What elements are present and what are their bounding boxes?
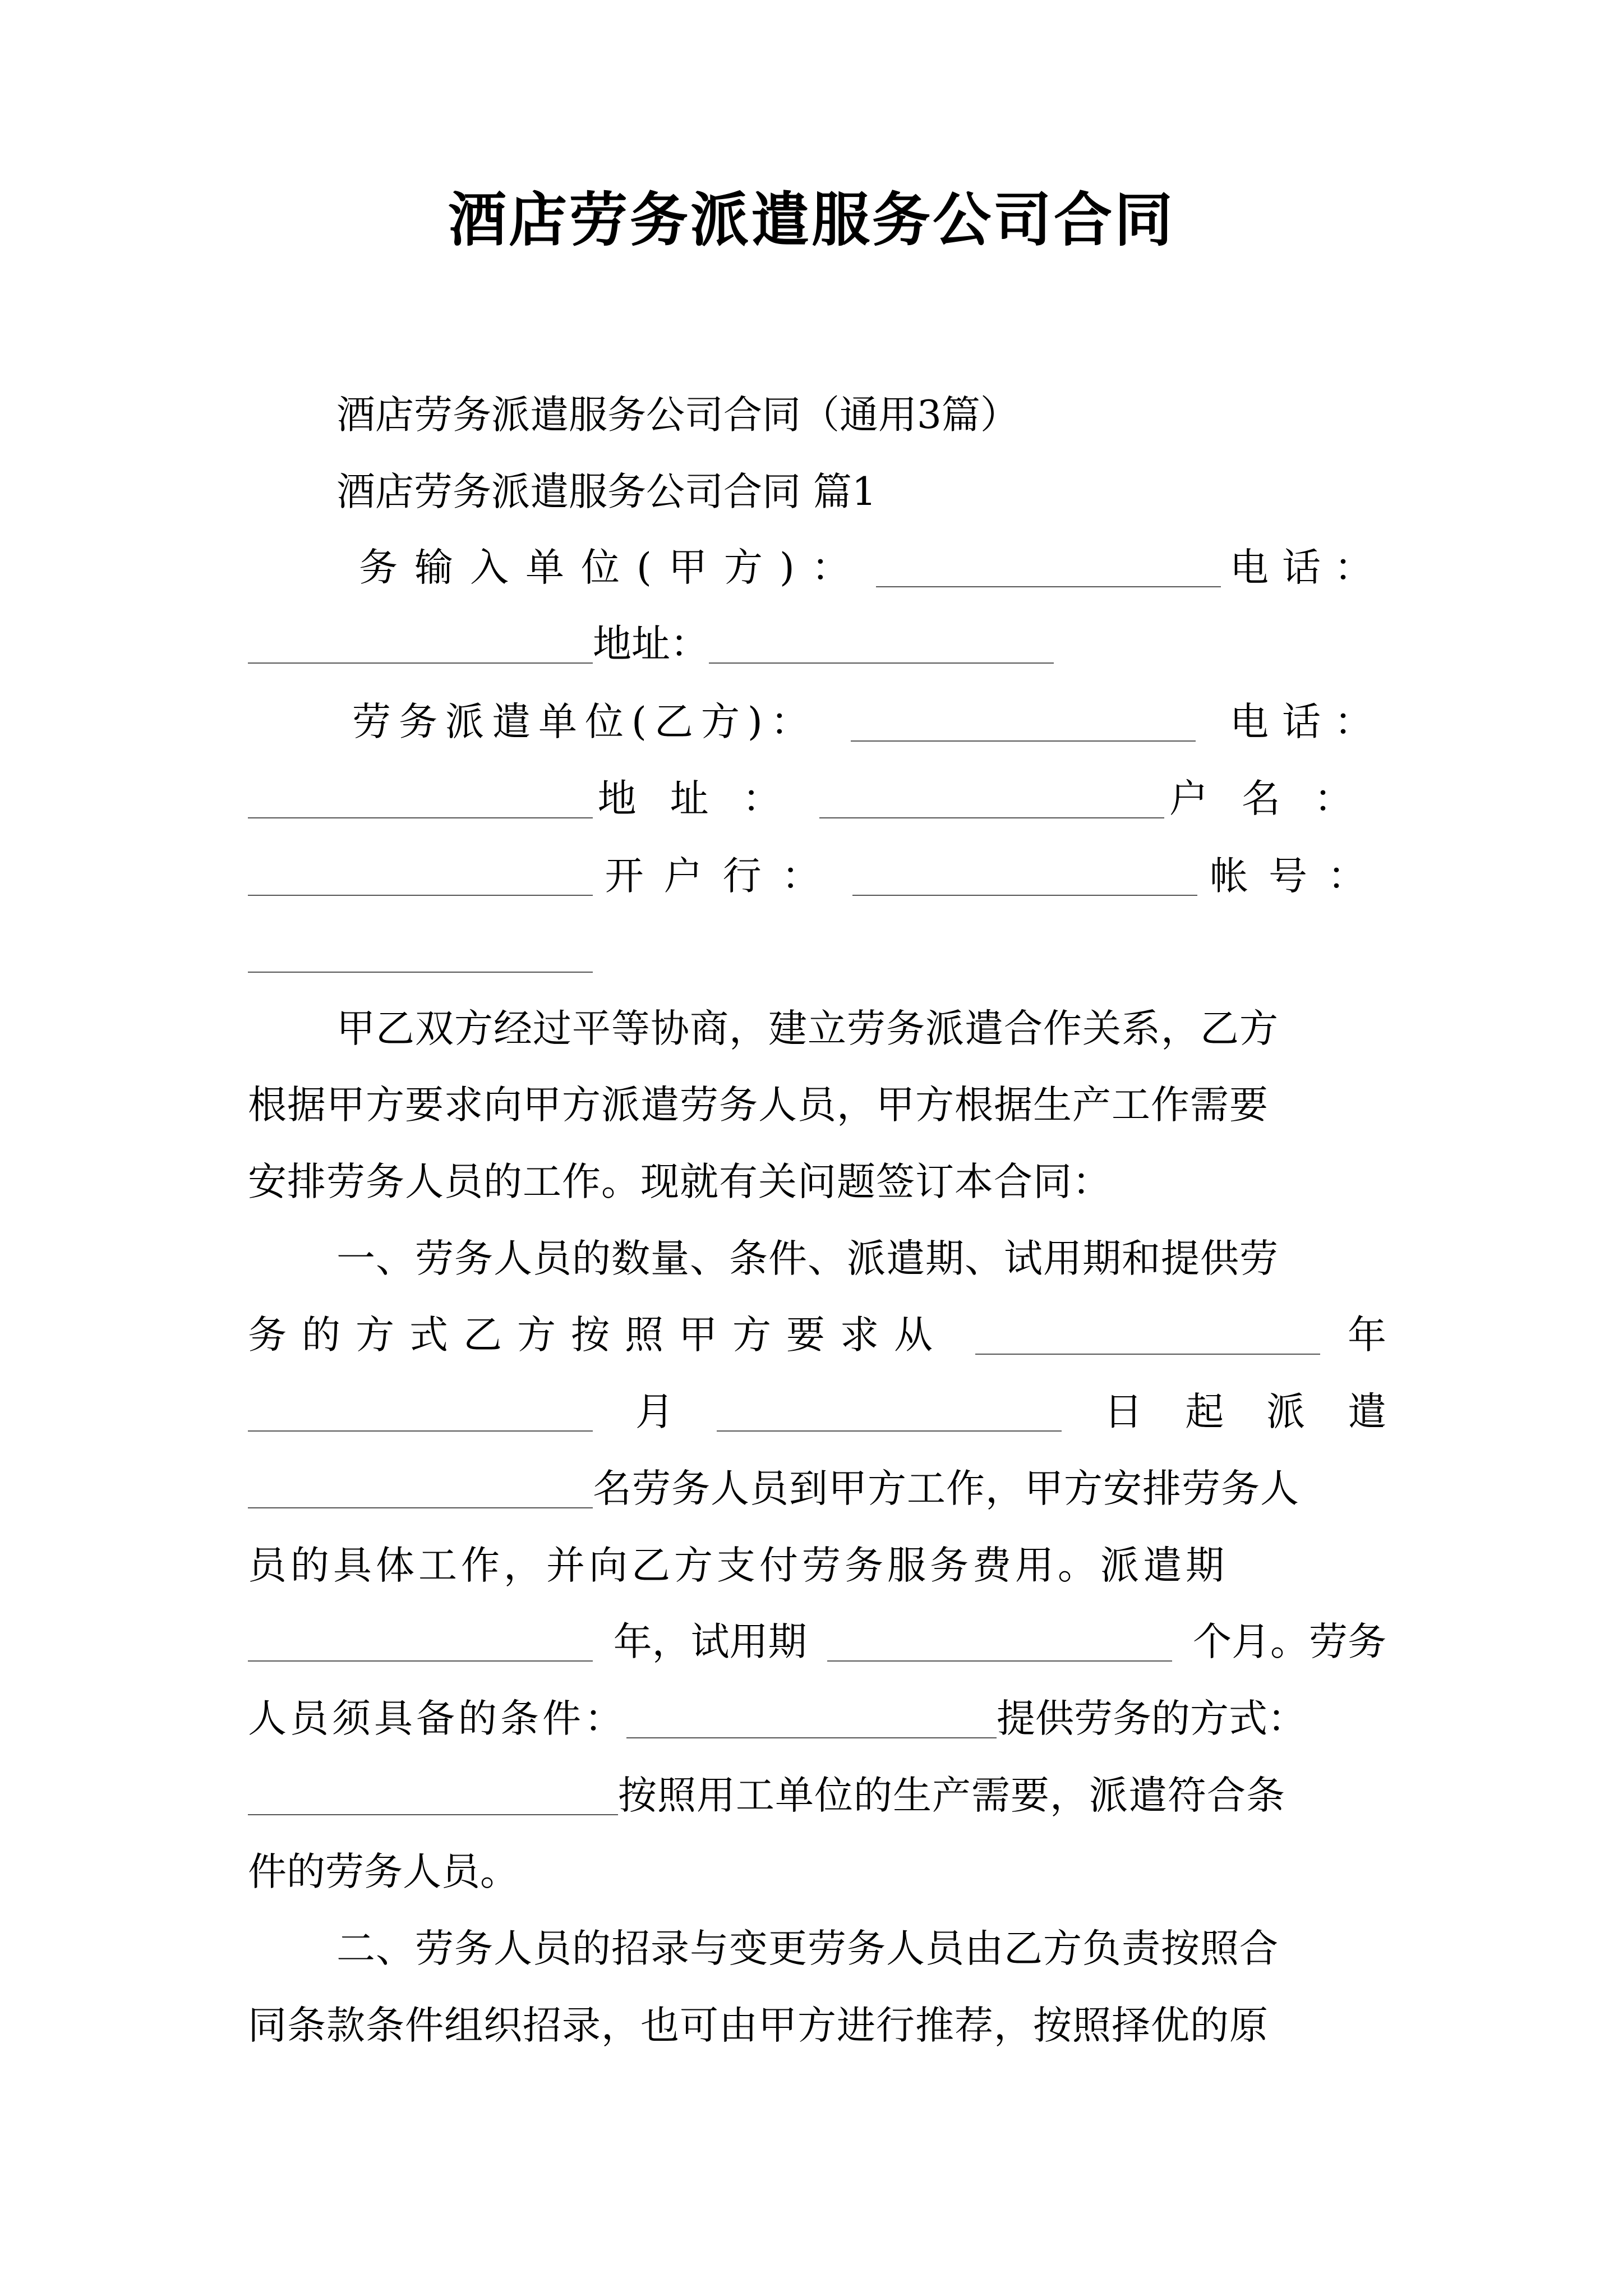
intro-line-2: 根据甲方要求向甲方派遣劳务人员，甲方根据生产工作需要 [248, 1083, 1269, 1128]
section1-line-2 [248, 1313, 1386, 1358]
account-no-row [248, 934, 1386, 973]
party-a-phone-label: 电话： [1230, 545, 1386, 590]
section1-line-8 [248, 1773, 1386, 1818]
party-b-address-label: 地址： [597, 776, 815, 821]
party-a-row [359, 545, 1386, 590]
start-month-blank[interactable] [248, 1395, 593, 1432]
conditions-label: 人员须具备的条件： [248, 1696, 626, 1741]
section1-line-4 [248, 1466, 1386, 1511]
account-name-blank[interactable] [248, 859, 593, 896]
party-a-address-label: 地址： [593, 622, 709, 666]
section2-line-2: 同条款条件组织招录，也可由甲方进行推荐，按照择优的原 [248, 2003, 1269, 2048]
probation-blank[interactable] [827, 1625, 1172, 1662]
section2-line-1: 二、劳务人员的招录与变更劳务人员由乙方负责按照合 [336, 1926, 1279, 1971]
dispatch-period-blank[interactable] [248, 1625, 593, 1662]
section1-line-1: 一、劳务人员的数量、条件、派遣期、试用期和提供劳 [336, 1236, 1279, 1281]
party-b-address-blank[interactable] [819, 781, 1164, 818]
section1-line-4-text: 名劳务人员到甲方工作，甲方安排劳务人 [593, 1466, 1299, 1511]
party-b-phone-label: 电话： [1230, 700, 1386, 744]
section1-line-5: 员的具体工作，并向乙方支付劳务服务费用。派遣期 [248, 1543, 1228, 1588]
document-title: 酒店劳务派遣服务公司合同 [448, 185, 1175, 254]
subtitle: 酒店劳务派遣服务公司合同（通用3篇） [336, 393, 1019, 438]
start-day-blank[interactable] [717, 1395, 1062, 1432]
section-heading: 酒店劳务派遣服务公司合同 篇1 [336, 470, 877, 514]
qian-label: 遣 [1347, 1389, 1386, 1434]
qi-label: 起 [1185, 1389, 1224, 1434]
bank-blank[interactable] [852, 859, 1197, 896]
dispatch-period-text: 年，试用期 [613, 1619, 807, 1664]
headcount-blank[interactable] [248, 1471, 593, 1508]
pai-label: 派 [1266, 1389, 1306, 1434]
bank-row [248, 854, 1386, 899]
conditions-blank[interactable] [626, 1701, 997, 1738]
service-method-label: 提供劳务的方式： [997, 1696, 1306, 1741]
bank-label: 开户行： [605, 854, 841, 899]
party-b-blank[interactable] [851, 705, 1196, 742]
party-b-phone-blank[interactable] [248, 781, 593, 818]
party-b-label: 劳务派遣单位(乙方)： [352, 700, 817, 744]
account-no-blank[interactable] [248, 936, 593, 973]
section1-line-9: 件的劳务人员。 [248, 1849, 519, 1894]
section1-line-3 [248, 1389, 1386, 1434]
intro-line-1: 甲乙双方经过平等协商，建立劳务派遣合作关系，乙方 [336, 1006, 1279, 1051]
party-a-address-blank[interactable] [709, 627, 1054, 664]
section1-line-6 [248, 1619, 1386, 1664]
party-a-blank[interactable] [876, 550, 1221, 587]
year-label: 年 [1348, 1313, 1386, 1358]
service-method-blank[interactable] [248, 1778, 618, 1815]
month-label: 月 [635, 1389, 674, 1434]
section1-line-8-text: 按照用工单位的生产需要，派遣符合条 [618, 1773, 1285, 1818]
party-a-address-row [248, 622, 1386, 666]
start-year-blank[interactable] [975, 1318, 1320, 1355]
party-b-address-row [248, 776, 1386, 821]
party-a-label: 务输入单位(甲方)： [359, 545, 867, 590]
section1-line-2-text: 务的方式乙方按照甲方要求从 [248, 1313, 948, 1358]
party-b-row [352, 700, 1386, 744]
party-a-phone-blank[interactable] [248, 627, 593, 664]
probation-text: 个月。劳务 [1192, 1619, 1386, 1664]
section1-line-7 [248, 1696, 1398, 1741]
day-label: 日 [1104, 1389, 1143, 1434]
account-name-label: 户名： [1169, 776, 1386, 821]
account-no-label: 帐号： [1209, 854, 1386, 899]
intro-line-3: 安排劳务人员的工作。现就有关问题签订本合同： [248, 1159, 1112, 1204]
